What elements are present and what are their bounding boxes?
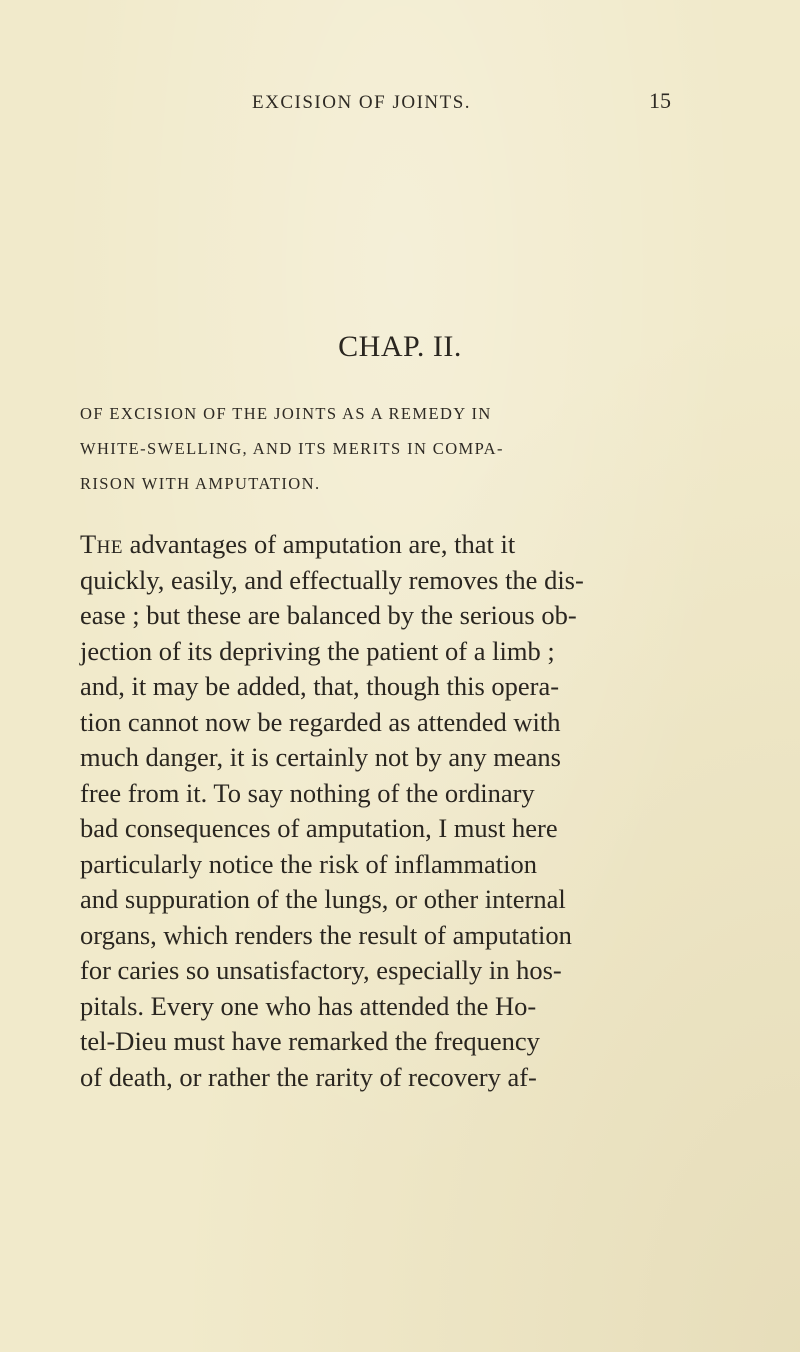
page-number: 15 [649,88,671,113]
text-line: and, it may be added, that, though this opera- [80,671,560,701]
text-line: bad consequences of amputation, I must here [80,813,558,843]
text-line: pitals. Every one who has attended the Ho- [80,990,537,1021]
text-line: organs, which renders the result of amputation [80,919,572,950]
lead-word: The [80,529,124,559]
text-line: and suppuration of the lungs, or other internal [80,884,566,914]
text-line: tion cannot now be regarded as attended with [80,706,561,737]
chapter-subtitle [80,396,730,501]
text-line: quickly, easily, and effectually removes the dis- [80,564,584,595]
text-line: ease ; but these are balanced by the serious ob- [80,600,577,630]
text-line: of death, or rather the rarity of recovery af- [80,1061,537,1092]
text-line: much danger, it is certainly not by any means [80,742,561,772]
text-line: tel-Dieu must have remarked the frequency [80,1026,540,1056]
text-line: particularly notice the risk of inflammation [80,848,537,879]
subtitle-line: OF EXCISION OF THE JOINTS AS A REMEDY IN [80,404,492,423]
running-head: EXCISION OF JOINTS. [252,92,472,113]
text-line: jection of its depriving the patient of a limb ; [80,635,555,666]
first-line-text: advantages of amputation are, that it [123,529,516,559]
text-line: free from it. To say nothing of the ordinary [80,777,535,808]
text-line: for caries so unsatisfactory, especially in hos- [80,955,562,985]
subtitle-line: WHITE-SWELLING, AND ITS MERITS IN COMPA- [80,439,504,458]
text-line [80,527,740,563]
chapter-title: CHAP. II. [338,330,462,363]
body-text [80,527,740,1095]
subtitle-line: RISON WITH AMPUTATION. [80,474,321,493]
